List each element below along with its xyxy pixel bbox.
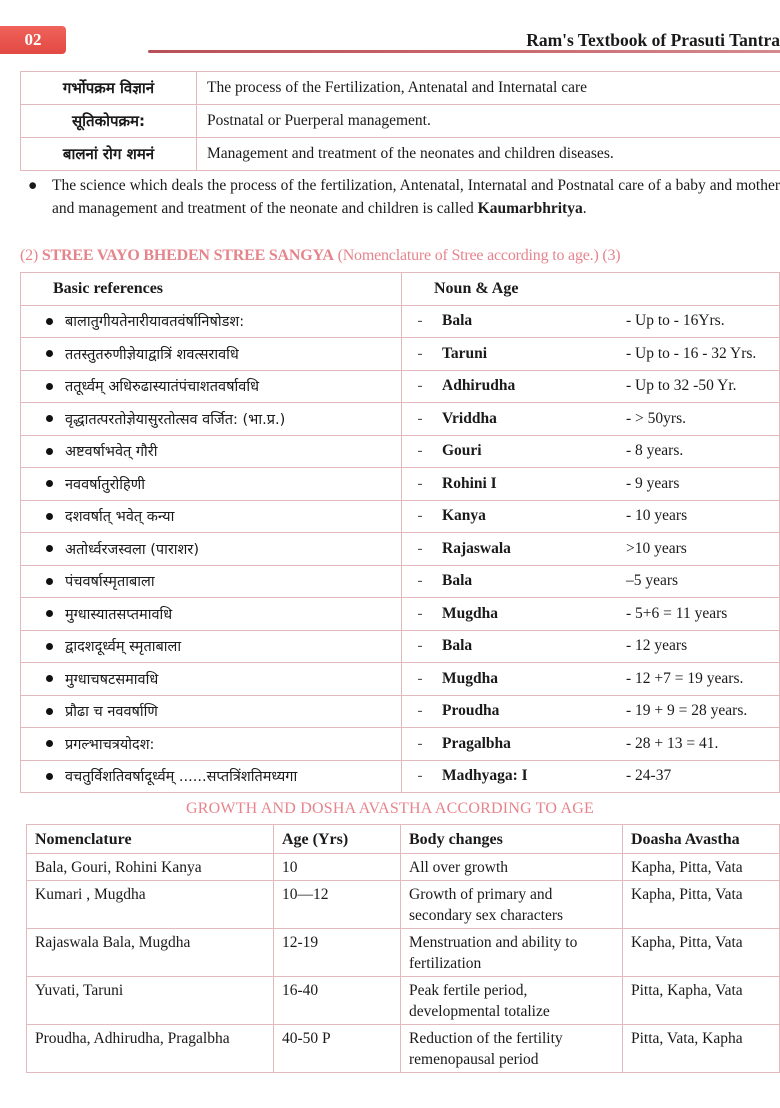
paragraph-end: . <box>582 199 587 217</box>
table-row <box>21 370 780 403</box>
noun-cell: Bala <box>438 565 626 598</box>
age-cell: - 8 years. <box>626 435 780 468</box>
nomenclature-cell: Kumari , Mugdha <box>27 881 274 929</box>
table-row <box>21 598 780 631</box>
table-row <box>27 977 780 1025</box>
noun-cell: Vriddha <box>438 403 626 436</box>
noun-cell: Bala <box>438 305 626 338</box>
bullet-icon <box>46 318 53 325</box>
bullet-icon <box>46 448 53 455</box>
nomenclature-cell: Proudha, Adhirudha, Pragalbha <box>27 1025 274 1073</box>
age-cell: 10—12 <box>274 881 401 929</box>
section-heading-growth-dosha: GROWTH AND DOSHA AVASTHA ACCORDING TO AGE <box>186 800 594 817</box>
column-header-age: Age (Yrs) <box>274 825 401 854</box>
noun-cell: Madhyaga: I <box>438 760 626 793</box>
reference-text: दशवर्षात् भवेत् कन्या <box>65 509 175 526</box>
age-cell: - 19 + 9 = 28 years. <box>626 695 780 728</box>
reference-cell <box>21 760 402 793</box>
section-heading-stree-sangya <box>20 247 620 265</box>
definition-meaning: The process of the Fertilization, Antenatal and Internatal care <box>197 72 780 105</box>
nomenclature-table <box>20 272 780 793</box>
reference-text: वचतुर्विशतिवर्षादूर्ध्वम् ......सप्तत्रिंशतिमध्यगा <box>65 769 298 786</box>
bullet-icon: ● <box>28 177 38 194</box>
definition-term: बालनां रोग शमनं <box>21 138 197 171</box>
table-row <box>21 403 780 436</box>
reference-cell <box>21 728 402 761</box>
kaumarbhritya-paragraph <box>28 175 780 220</box>
noun-cell: Adhirudha <box>438 370 626 403</box>
table-row <box>27 929 780 977</box>
reference-text: अष्टवर्षाभवेत् गौरी <box>65 444 158 461</box>
table-row <box>27 854 780 881</box>
age-cell: >10 years <box>626 533 780 566</box>
dash-cell: - <box>402 630 439 663</box>
table-row <box>21 305 780 338</box>
definition-meaning: Management and treatment of the neonates and children diseases. <box>197 138 780 171</box>
age-cell: 10 <box>274 854 401 881</box>
body-changes-cell: Peak fertile period, developmental totalize <box>401 977 623 1025</box>
age-cell: - 10 years <box>626 500 780 533</box>
noun-cell: Gouri <box>438 435 626 468</box>
dash-cell: - <box>402 305 439 338</box>
noun-cell: Rohini I <box>438 468 626 501</box>
reference-cell <box>21 533 402 566</box>
reference-cell <box>21 565 402 598</box>
definitions-table <box>20 71 780 171</box>
dash-cell: - <box>402 728 439 761</box>
reference-text: ततूर्ध्वम् अधिरुढास्यातंपंचाशतवर्षावधि <box>65 379 259 396</box>
reference-cell <box>21 663 402 696</box>
noun-cell: Mugdha <box>438 663 626 696</box>
reference-cell <box>21 435 402 468</box>
table-row <box>21 663 780 696</box>
page-number-badge: 02 <box>0 26 66 54</box>
body-changes-cell: Growth of primary and secondary sex characters <box>401 881 623 929</box>
dosha-cell: Kapha, Pitta, Vata <box>623 881 780 929</box>
dash-cell: - <box>402 435 439 468</box>
reference-cell <box>21 630 402 663</box>
dash-cell: - <box>402 598 439 631</box>
table-row <box>21 565 780 598</box>
table-row <box>21 468 780 501</box>
reference-text: बालातुगीयतेनारीयावतवंर्षानिषोडश: <box>65 314 245 331</box>
table-row <box>27 1025 780 1073</box>
book-title: Ram's Textbook of Prasuti Tantra <box>526 30 780 50</box>
bullet-icon <box>46 513 53 520</box>
age-cell: 40-50 P <box>274 1025 401 1073</box>
table-row <box>27 881 780 929</box>
noun-cell: Proudha <box>438 695 626 728</box>
bullet-icon <box>46 545 53 552</box>
reference-cell <box>21 403 402 436</box>
bullet-icon <box>46 773 53 780</box>
body-changes-cell: Reduction of the fertility remenopausal period <box>401 1025 623 1073</box>
dash-cell: - <box>402 370 439 403</box>
bullet-icon <box>46 740 53 747</box>
table-header-row <box>21 273 780 306</box>
column-header-noun-age: Noun & Age <box>402 273 780 306</box>
section-title: STREE VAYO BHEDEN STREE SANGYA <box>41 247 334 264</box>
dash-cell: - <box>402 338 439 371</box>
table-row <box>21 728 780 761</box>
reference-text: वृद्धातत्परतोज्ञेयासुरतोत्सव वर्जित: (भा.प्र.) <box>65 411 286 428</box>
dash-cell: - <box>402 468 439 501</box>
dash-cell: - <box>402 695 439 728</box>
dash-cell: - <box>402 500 439 533</box>
noun-cell: Rajaswala <box>438 533 626 566</box>
table-row <box>21 760 780 793</box>
reference-text: मुग्धास्यातसप्तमावधि <box>65 606 173 623</box>
body-changes-cell: Menstruation and ability to fertilization <box>401 929 623 977</box>
age-cell: - Up to 32 -50 Yr. <box>626 370 780 403</box>
nomenclature-cell: Rajaswala Bala, Mugdha <box>27 929 274 977</box>
table-row <box>21 435 780 468</box>
definition-term: सूतिकोपक्रम: <box>21 105 197 138</box>
reference-cell <box>21 468 402 501</box>
reference-cell <box>21 598 402 631</box>
definition-meaning: Postnatal or Puerperal management. <box>197 105 780 138</box>
paragraph-body: The science which deals the process of the fertilization, Antenatal, Internatal and Postnatal care of a baby and mother and management and treatment of the neonate and children is called <box>52 177 780 217</box>
reference-cell <box>21 500 402 533</box>
bullet-icon <box>46 643 53 650</box>
age-cell: - 12 years <box>626 630 780 663</box>
reference-text: द्वादशदूर्ध्वम् स्मृताबाला <box>65 639 182 656</box>
age-cell: - 24-37 <box>626 760 780 793</box>
growth-dosha-table <box>26 824 780 1073</box>
age-cell: - 12 +7 = 19 years. <box>626 663 780 696</box>
bullet-icon <box>46 675 53 682</box>
bullet-icon <box>46 350 53 357</box>
column-header-nomenclature: Nomenclature <box>27 825 274 854</box>
column-header-references: Basic references <box>21 273 402 306</box>
reference-cell <box>21 370 402 403</box>
reference-text: मुग्धाचषटसमावधि <box>65 671 159 688</box>
nomenclature-cell: Bala, Gouri, Rohini Kanya <box>27 854 274 881</box>
age-cell: - 9 years <box>626 468 780 501</box>
noun-cell: Taruni <box>438 338 626 371</box>
bullet-icon <box>46 383 53 390</box>
table-row <box>21 338 780 371</box>
table-row <box>21 105 780 138</box>
table-row <box>21 72 780 105</box>
reference-cell <box>21 305 402 338</box>
age-cell: - 28 + 13 = 41. <box>626 728 780 761</box>
noun-cell: Mugdha <box>438 598 626 631</box>
reference-text: नववर्षातुरोहिणी <box>65 476 145 493</box>
dash-cell: - <box>402 663 439 696</box>
reference-text: पंचवर्षास्मृताबाला <box>65 574 155 591</box>
bullet-icon <box>46 610 53 617</box>
table-row <box>21 500 780 533</box>
nomenclature-cell: Yuvati, Taruni <box>27 977 274 1025</box>
section-number: (2) <box>20 247 42 264</box>
paragraph-text <box>52 175 780 220</box>
reference-text: अतोर्ध्वरजस्वला (पाराशर) <box>65 541 199 558</box>
section-subtitle: (Nomenclature of Stree according to age.) (3) <box>333 247 621 264</box>
dash-cell: - <box>402 533 439 566</box>
bullet-icon <box>46 415 53 422</box>
age-cell: 16-40 <box>274 977 401 1025</box>
bullet-icon <box>46 480 53 487</box>
table-row <box>21 630 780 663</box>
dash-cell: - <box>402 760 439 793</box>
paragraph-bold-term: Kaumarbhritya <box>477 199 583 217</box>
age-cell: - 5+6 = 11 years <box>626 598 780 631</box>
dash-cell: - <box>402 403 439 436</box>
age-cell: - Up to - 16Yrs. <box>626 305 780 338</box>
table-header-row <box>27 825 780 854</box>
reference-cell <box>21 695 402 728</box>
dosha-cell: Kapha, Pitta, Vata <box>623 929 780 977</box>
body-changes-cell: All over growth <box>401 854 623 881</box>
reference-cell <box>21 338 402 371</box>
noun-cell: Pragalbha <box>438 728 626 761</box>
column-header-body-changes: Body changes <box>401 825 623 854</box>
table-row <box>21 138 780 171</box>
age-cell: - > 50yrs. <box>626 403 780 436</box>
reference-text: प्रौढा च नववर्षाणि <box>65 704 158 721</box>
page-header <box>0 0 780 60</box>
dosha-cell: Pitta, Vata, Kapha <box>623 1025 780 1073</box>
table-row <box>21 695 780 728</box>
column-header-dosha: Doasha Avastha <box>623 825 780 854</box>
age-cell: –5 years <box>626 565 780 598</box>
reference-text: प्रगल्भाचत्रयोदश: <box>65 736 155 753</box>
table-row <box>21 533 780 566</box>
age-cell: 12-19 <box>274 929 401 977</box>
noun-cell: Kanya <box>438 500 626 533</box>
dash-cell: - <box>402 565 439 598</box>
bullet-icon <box>46 708 53 715</box>
bullet-icon <box>46 578 53 585</box>
dosha-cell: Pitta, Kapha, Vata <box>623 977 780 1025</box>
dosha-cell: Kapha, Pitta, Vata <box>623 854 780 881</box>
definition-term: गर्भोपक्रम विज्ञानं <box>21 72 197 105</box>
noun-cell: Bala <box>438 630 626 663</box>
reference-text: ततस्तुतरुणीज्ञेयाद्वात्रिं शवत्सरावधि <box>65 346 239 363</box>
age-cell: - Up to - 16 - 32 Yrs. <box>626 338 780 371</box>
header-divider <box>148 50 780 53</box>
